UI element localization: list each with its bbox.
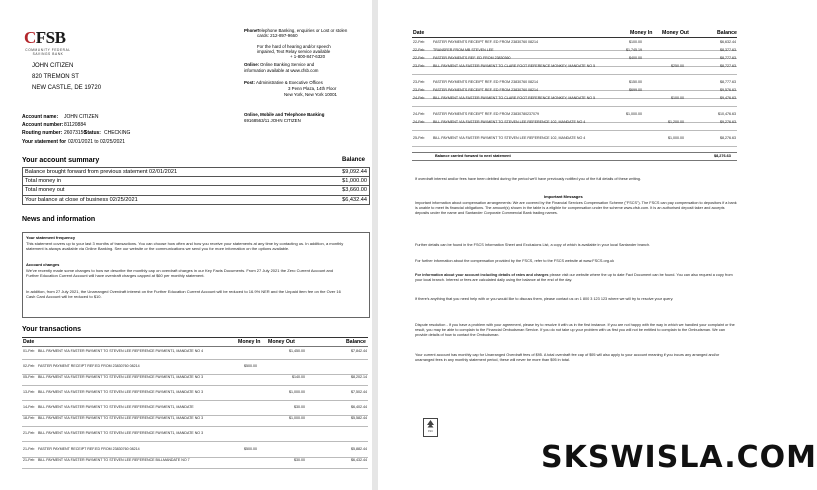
account-name-label: Account name: bbox=[22, 114, 59, 120]
post-label: Post: bbox=[244, 80, 255, 85]
row-balance: $10,476.63 bbox=[718, 112, 736, 116]
table-row bbox=[413, 136, 736, 145]
row-balance: $9,476.63 bbox=[720, 96, 736, 100]
row-date: 25-Feb bbox=[413, 136, 425, 140]
row-balance: $8,276.63 bbox=[720, 136, 736, 140]
row-balance: $7,842.44 bbox=[351, 349, 367, 353]
customer-street: 820 TREMON ST bbox=[32, 74, 79, 80]
carried-bottom-rule bbox=[412, 160, 737, 161]
transactions-header-rule bbox=[22, 346, 368, 347]
row-date: 18-Feb bbox=[23, 416, 35, 420]
phone-label: Phone: bbox=[244, 28, 259, 33]
statement-page-2 bbox=[378, 0, 741, 490]
cap-text: Your current account has monthly cap for Unarranged Overdraft fees of $95. A total overdraft fee cap of $95 will also apply to your account meaning if you incurs any arranged and/or unarranged fees in any monthly statement period, these will never be more than $95 in total. bbox=[415, 353, 720, 362]
further-text-2: For further information about the compensation provided by the FSCS, refer to the FSCS website at www.FSCS.org.uk bbox=[415, 259, 615, 263]
summary-row-in: Total money in $1,000.00 bbox=[23, 177, 369, 186]
customer-city: NEW CASTLE, DE 19720 bbox=[32, 85, 102, 91]
transactions-title: Your transactions bbox=[22, 326, 81, 333]
changes-text: We've recently made some changes to how we describe the monthly cap on overdraft charges in our Key Facts Documents. From 27 July 2021 the Zero Current Account and Further Education Current Account will have overdraft charges capped at $60 per monthly statement. bbox=[26, 268, 334, 279]
carried-label: Balance carried forward to next statement bbox=[435, 154, 511, 158]
row-money-in: $500.00 bbox=[244, 364, 257, 368]
account-number: 81120884 bbox=[64, 122, 86, 128]
row-money-in: $1,000.00 bbox=[626, 112, 642, 116]
important-title: Important Messages bbox=[544, 194, 583, 199]
row-divider bbox=[412, 106, 737, 107]
row-money-in: $150.00 bbox=[629, 80, 642, 84]
row-divider bbox=[412, 74, 737, 75]
post-line2: 3 Penn Plaza, 14th Floor bbox=[288, 86, 337, 91]
period-label: Your statement for bbox=[22, 139, 67, 145]
row-money-in: $699.00 bbox=[629, 88, 642, 92]
online-label: Online: bbox=[244, 62, 260, 67]
post-text: Administrative & Executive Offices bbox=[256, 80, 323, 85]
summary-row-closing: Your balance at close of business 02/25/2021 $6,432.44 bbox=[25, 196, 367, 203]
row-money-in: $400.00 bbox=[629, 56, 642, 60]
bank-logo: CFSB COMMUNITY FEDERAL SAVINGS BANK bbox=[24, 28, 71, 56]
fsc-logo bbox=[423, 418, 438, 437]
row-description: BILL PAYMENT VIA FASTER PAYMENT TO CLARE FOOT REFERENCE MONKEY, MANDATE NO 5 bbox=[433, 64, 596, 68]
col-date: Date bbox=[23, 339, 35, 345]
online-line2: information available at www.cfsb.com bbox=[244, 68, 319, 73]
row-divider bbox=[22, 359, 368, 360]
row-date: 22-Feb bbox=[413, 40, 425, 44]
row-date: 21-Feb bbox=[23, 458, 35, 462]
freq-title: Your statement frequency bbox=[26, 235, 76, 240]
row-money-out: $140.00 bbox=[292, 375, 305, 379]
row-money-out: $30.00 bbox=[294, 405, 305, 409]
col-date-2: Date bbox=[413, 30, 425, 36]
row-description: BILL PAYMENT VIA FASTER PAYMENT TO CLARE FOOT REFERENCE MONKEY, MANDATE NO 5 bbox=[433, 96, 596, 100]
phone-line4: + 1-800-847-6320 bbox=[290, 54, 326, 59]
statement-page-1 bbox=[0, 0, 373, 490]
col-money-in: Money In bbox=[238, 339, 261, 345]
period-value: 02/01/2021 to 02/25/2021 bbox=[68, 139, 125, 145]
table-row bbox=[413, 64, 736, 73]
row-description: FASTER PAYMENTS RECEIPT REF. ED FROM 23830760 08214 bbox=[433, 88, 539, 92]
row-date: 05-Feb bbox=[23, 375, 35, 379]
row-divider bbox=[412, 146, 737, 147]
dispute-text: Dispute resolution - If you have a problem with your agreement, please try to resolve it with us in the first instance. If you are not happy with the way in which we handled your complaint or the result, you may be able to complain to the Financial Ombudsman Service. If you do not take up your problem with us first you will not be entitled to complain to the Ombudsman. We can provide details of how to contact the Ombudsman. bbox=[415, 323, 735, 337]
online-text: Online Banking Service and bbox=[260, 62, 315, 67]
row-divider bbox=[22, 426, 368, 427]
row-description: BILL PAYMENT VIA FASTER PAYMENT TO STEVEN LEE REFERENCE PAYMENT1, MANDATE NO 3 bbox=[38, 416, 204, 420]
summary-title: Your account summary bbox=[22, 157, 100, 164]
row-description: FASTER PAYMENTS RECEIPT REF. ED FROM 23830760 08214 bbox=[433, 80, 539, 84]
freq-text: This statement covers up to your last 3 months of transactions. You can choose how often and how you receive your statements at any time by contacting us. In addition, a monthly statement is always available via Online Banking. See our website or the communications we send you for more information on the options available. bbox=[26, 241, 344, 252]
table-row bbox=[23, 375, 367, 384]
row-description: BILL PAYMENT VIA FASTER PAYMENT TO STEVEN LEE REFERENCE PAYMENT1, MANDATE NO 3 bbox=[38, 431, 204, 435]
row-money-out: $1,200.00 bbox=[668, 120, 684, 124]
row-date: 02-Feb bbox=[23, 364, 35, 368]
row-money-out: $1,000.00 bbox=[289, 416, 305, 420]
logo-tagline2: SAVINGS BANK bbox=[32, 52, 64, 56]
row-balance: $6,402.44 bbox=[351, 405, 367, 409]
row-date: 24-Feb bbox=[413, 96, 425, 100]
row-description: FASTER PAYMENT RECEIPT REF.ED FROM 23830760 08214 bbox=[38, 364, 140, 368]
overdraft-note: If overdraft interest and/or fees have been debited during the period we'll have previously notified you of the full details of these writing. bbox=[415, 177, 641, 181]
transactions2-top-rule bbox=[412, 37, 737, 38]
meet-text: If there's anything that you need help with or you would like to discuss them, please contact us on 1 800 3 123 123 where we will try to resolve your query. bbox=[415, 297, 674, 301]
row-description: FASTER PAYMENTS REF. ED FROM 23830360 bbox=[433, 56, 511, 60]
row-money-in: $100.00 bbox=[629, 40, 642, 44]
row-description: FASTER PAYMENTS RECEIPT REF. ED FROM 23830760 08214 bbox=[433, 40, 539, 44]
routing-number: 26073150 bbox=[64, 130, 87, 136]
col-money-in-2: Money In bbox=[630, 30, 653, 36]
customer-name: JOHN CITIZEN bbox=[32, 63, 74, 69]
row-balance: $6,632.44 bbox=[720, 40, 736, 44]
summary-balance-header: Balance bbox=[342, 157, 366, 163]
row-balance: $8,377.63 bbox=[720, 48, 736, 52]
row-description: BILL PAYMENT VIA FASTER PAYMENT TO STEVEN LEE REFERENCE PAYMENT1, MANDATE NO 4 bbox=[38, 349, 204, 353]
phone-text: Telephone Banking, enquiries or Lost or stolen cards: 212-897-9660 bbox=[257, 28, 348, 39]
row-divider bbox=[22, 385, 368, 386]
row-date: 24-Feb bbox=[413, 120, 425, 124]
row-balance: $8,777.63 bbox=[720, 56, 736, 60]
row-description: BILL PAYMENT VIA FASTER PAYMENT TO STEVEN LEE REFERENCE PAYMENT1, MANDATE NO 3 bbox=[38, 390, 204, 394]
info-text bbox=[415, 273, 737, 283]
row-money-out: $250.00 bbox=[671, 64, 684, 68]
table-row bbox=[23, 458, 367, 467]
row-date: 24-Feb bbox=[413, 112, 425, 116]
row-date: 21-Feb bbox=[23, 431, 35, 435]
row-balance: $8,727.63 bbox=[720, 64, 736, 68]
row-date: 23-Feb bbox=[413, 64, 425, 68]
omt-ref: 69168563/11 JOHN CITIZEN bbox=[244, 118, 301, 123]
row-money-out: $1,450.00 bbox=[289, 349, 305, 353]
row-divider bbox=[22, 441, 368, 442]
row-description: BILL PAYMENT VIA FASTER PAYMENT TO STEVEN LEE REFERENCE 102, MANDATE NO 4 bbox=[433, 120, 586, 124]
row-balance: $5,582.44 bbox=[351, 416, 367, 420]
table-row bbox=[23, 349, 367, 358]
row-description: BILL PAYMENT VIA FASTER PAYMENT TO STEVEN LEE REFERENCE BILLMANDATE NO 7 bbox=[38, 458, 190, 462]
logo-tagline: COMMUNITY FEDERAL bbox=[25, 48, 71, 52]
table-row bbox=[413, 96, 736, 105]
row-money-out: $30.00 bbox=[294, 458, 305, 462]
summary-row-out: Total money out $3,660.00 bbox=[23, 186, 369, 195]
row-balance: $8,202.14 bbox=[351, 375, 367, 379]
row-description: BILL PAYMENT VIA FASTER PAYMENT TO STEVEN LEE REFERENCE PAYMENT1, MANDATE bbox=[38, 405, 194, 409]
row-date: 13-Feb bbox=[23, 390, 35, 394]
row-date: 21-Feb bbox=[23, 447, 35, 451]
row-balance: $8,777.63 bbox=[720, 80, 736, 84]
col-money-out: Money Out bbox=[268, 339, 295, 345]
row-divider bbox=[412, 130, 737, 131]
row-description: FASTER PAYMENT RECEIPT REF.ED FROM 23830760 08214 bbox=[38, 447, 140, 451]
omt-title: Online, Mobile and Telephone Banking bbox=[244, 112, 325, 117]
row-date: 22-Feb bbox=[413, 48, 425, 52]
row-date: 23-Feb bbox=[413, 88, 425, 92]
row-money-out: $1,000.00 bbox=[668, 136, 684, 140]
row-description: TRANSFER FROM MB STEVEN LEE bbox=[433, 48, 494, 52]
changes-text-2: In addition, from 27 July 2021, the Unarranged Overdraft interest on the Further Education Current Account will be reduced to 16.9% NER and the Unpaid item fee on the Over 16 Cash Card Account will be reduced to $10. bbox=[26, 289, 341, 300]
row-divider bbox=[22, 468, 368, 469]
post-line3: New York, New York 10001 bbox=[284, 92, 337, 97]
col-balance: Balance bbox=[346, 339, 366, 345]
phone-line3: impaired, Text Relay service available bbox=[257, 49, 331, 54]
table-row bbox=[23, 405, 367, 414]
row-balance: $6,432.44 bbox=[351, 458, 367, 462]
row-date: 14-Feb bbox=[23, 405, 35, 409]
status-value: CHECKING bbox=[104, 130, 131, 136]
info-text-bold: For information about your account including details of rates and charges bbox=[415, 273, 549, 277]
important-text: Important information about compensation arrangements: We are covered by the Financial Services Compensation Scheme ("FSCS"). The FSCS can pay compensation to depositors if a bank is unable to meet its financial obligations. The amount(s) shown in the table is a eligible for compensation under the scheme www.cfsb.com. It is an authorised deposit taker and accepts deposits under the name and Santander Corporate Commercial Bank trading names. bbox=[415, 201, 737, 215]
transactions-top-rule bbox=[22, 337, 368, 338]
row-balance: $7,502.44 bbox=[351, 390, 367, 394]
row-balance: $5,882.44 bbox=[351, 447, 367, 451]
row-balance: $9,576.63 bbox=[720, 88, 736, 92]
row-money-in: $500.00 bbox=[244, 447, 257, 451]
row-date: 01-Feb bbox=[23, 349, 35, 353]
further-text: Further details can be found in the FSCS Information Sheet and Exclusions List, a copy of which is available in your local Santander branch. bbox=[415, 243, 651, 247]
row-date: 23-Feb bbox=[413, 80, 425, 84]
row-money-out: $1,000.00 bbox=[289, 390, 305, 394]
tree-icon bbox=[424, 419, 437, 429]
row-money-out: $100.00 bbox=[671, 96, 684, 100]
table-row bbox=[23, 431, 367, 440]
table-row bbox=[23, 416, 367, 425]
summary-row-opening: Balance brought forward from previous statement 02/01/2021 $9,092.44 bbox=[23, 168, 369, 177]
phone-line2: For the hard of hearing and/or speech bbox=[257, 44, 331, 49]
carried-value: $8,276.63 bbox=[714, 154, 731, 158]
summary-table bbox=[22, 167, 370, 205]
info-text-rest: please visit our website where the up to date Fact Document can be found. You can also request a copy from your local branch. Interest or fees are calculated daily using the balance at the end of the day. bbox=[415, 273, 733, 282]
row-balance: $9,276.63 bbox=[720, 120, 736, 124]
row-description: BILL PAYMENT VIA FASTER PAYMENT TO STEVEN LEE REFERENCE PAYMENT1, MANDATE NO 3 bbox=[38, 375, 204, 379]
row-description: FASTER PAYMENTS RECEIPT REF. ED FROM 23830780237079 bbox=[433, 112, 540, 116]
table-row bbox=[23, 364, 367, 373]
table-row bbox=[413, 120, 736, 129]
account-name: JOHN CITIZEN bbox=[64, 114, 99, 120]
status-label: Status: bbox=[84, 130, 101, 136]
col-balance-2: Balance bbox=[717, 30, 737, 36]
table-row bbox=[23, 390, 367, 399]
col-money-out-2: Money Out bbox=[662, 30, 689, 36]
row-divider bbox=[22, 400, 368, 401]
row-description: BILL PAYMENT VIA FASTER PAYMENT TO STEVEN LEE REFERENCE 102, MANDATE NO 4 bbox=[433, 136, 586, 140]
changes-title: Account changes bbox=[26, 262, 60, 267]
row-date: 22-Feb bbox=[413, 56, 425, 60]
account-number-label: Account number: bbox=[22, 122, 64, 128]
row-money-in: $1,745.19 bbox=[626, 48, 642, 52]
carried-rule bbox=[412, 152, 737, 153]
routing-label: Routing number: bbox=[22, 130, 63, 136]
table-row bbox=[23, 447, 367, 456]
fsc-label: FSC bbox=[428, 430, 433, 433]
news-title: News and information bbox=[22, 216, 96, 223]
watermark: SKSWISLA.COM bbox=[541, 440, 817, 475]
